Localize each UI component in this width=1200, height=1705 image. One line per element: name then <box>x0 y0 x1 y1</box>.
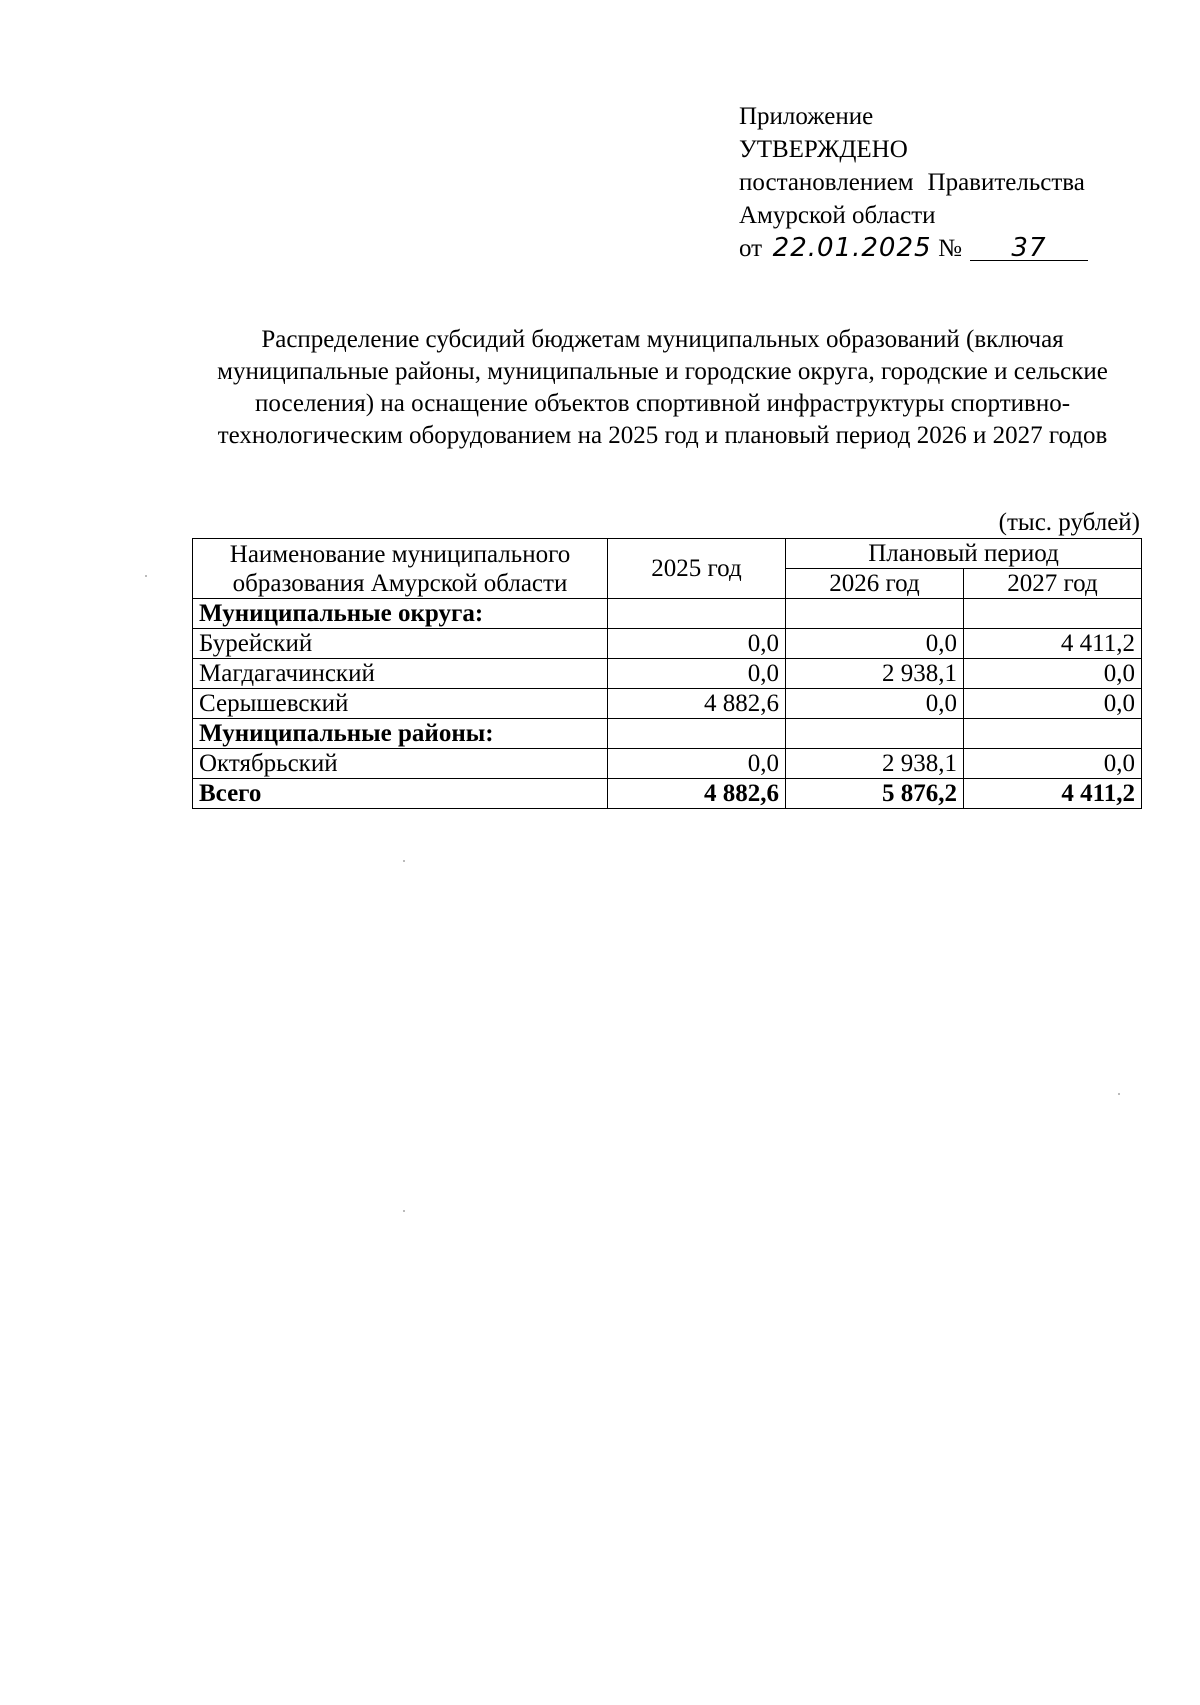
scan-speck <box>403 860 405 862</box>
table-row <box>193 689 1142 719</box>
row-2025: 4 882,6 <box>608 779 786 809</box>
table-row <box>193 599 1142 629</box>
row-2026 <box>786 599 964 629</box>
units-label: (тыс. рублей) <box>998 509 1140 536</box>
row-name: Октябрьский <box>193 749 608 779</box>
scan-speck <box>1118 1093 1120 1095</box>
row-name: Муниципальные районы: <box>193 719 608 749</box>
row-name: Серышевский <box>193 689 608 719</box>
row-2027 <box>964 719 1142 749</box>
header-2026: 2026 год <box>786 569 964 599</box>
row-2026: 5 876,2 <box>786 779 964 809</box>
approved-label: УТВЕРЖДЕНО <box>739 136 908 163</box>
row-2026: 2 938,1 <box>786 659 964 689</box>
total-row <box>193 779 1142 809</box>
row-2025: 0,0 <box>608 629 786 659</box>
row-2025: 0,0 <box>608 659 786 689</box>
handwritten-date: 22.01.2025 <box>772 233 932 263</box>
row-2027: 4 411,2 <box>964 779 1142 809</box>
handwritten-number: 37 <box>970 236 1088 261</box>
table-row <box>193 629 1142 659</box>
row-2026 <box>786 719 964 749</box>
scan-speck <box>145 575 147 577</box>
header-name: Наименование муниципального образования Амурской области <box>193 539 608 599</box>
row-2027: 0,0 <box>964 659 1142 689</box>
row-name: Магдагачинский <box>193 659 608 689</box>
number-sign: № <box>938 235 962 262</box>
scan-speck <box>403 1210 405 1212</box>
row-2025 <box>608 599 786 629</box>
row-name: Всего <box>193 779 608 809</box>
row-name: Муниципальные округа: <box>193 599 608 629</box>
date-prefix: от <box>739 235 763 262</box>
row-2025: 0,0 <box>608 749 786 779</box>
table-row <box>193 659 1142 689</box>
subsidies-table <box>192 538 1142 809</box>
document-title: Распределение субсидий бюджетам муниципальных образований (включая муниципальные районы, муниципальные и городские округа, городские и сельские поселения) на оснащение объектов спортивной инфраструктуры спортивно-технологическим оборудованием на 2025 год и плановый период 2026 и 2027 годов <box>217 326 1108 449</box>
row-2025: 4 882,6 <box>608 689 786 719</box>
row-2027: 4 411,2 <box>964 629 1142 659</box>
decree-word: постановлением <box>739 169 914 196</box>
row-2026: 0,0 <box>786 689 964 719</box>
row-2027: 0,0 <box>964 749 1142 779</box>
table-row <box>193 719 1142 749</box>
row-2026: 0,0 <box>786 629 964 659</box>
row-2027 <box>964 599 1142 629</box>
row-2025 <box>608 719 786 749</box>
header-2027: 2027 год <box>964 569 1142 599</box>
row-name: Бурейский <box>193 629 608 659</box>
region-label: Амурской области <box>739 202 936 229</box>
government-word: Правительства <box>927 169 1085 196</box>
table-row <box>193 749 1142 779</box>
header-2025: 2025 год <box>608 539 786 599</box>
row-2026: 2 938,1 <box>786 749 964 779</box>
decree-line <box>739 166 1159 199</box>
row-2027: 0,0 <box>964 689 1142 719</box>
header-planned-period: Плановый период <box>786 539 1142 569</box>
approval-block <box>739 100 1159 265</box>
date-number-line <box>739 232 1159 265</box>
appendix-label: Приложение <box>739 103 874 130</box>
